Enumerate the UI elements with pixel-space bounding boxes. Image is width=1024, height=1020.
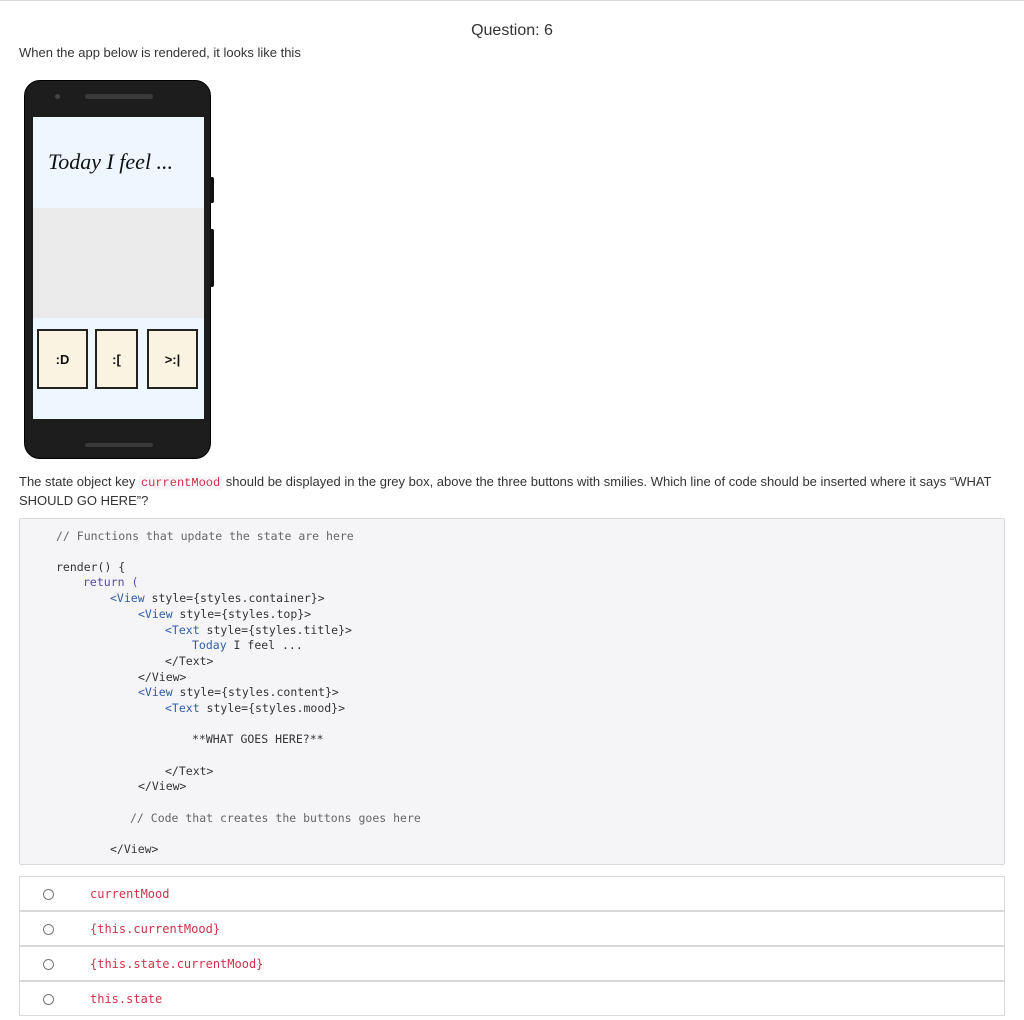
answer-option-label: {this.state.currentMood}	[90, 957, 264, 971]
phone-volume-button	[210, 229, 214, 287]
answer-option-label: currentMood	[90, 887, 170, 901]
mood-button-angry[interactable]: >:|	[147, 329, 198, 389]
code-line-view-container	[110, 591, 325, 605]
code-placeholder: **WHAT GOES HERE?**	[192, 732, 324, 746]
answer-option-1[interactable]	[19, 876, 1005, 911]
answer-option-2[interactable]	[19, 911, 1005, 946]
code-line-view-close2: </View>	[138, 779, 187, 793]
code-tag: <View	[138, 607, 173, 621]
code-attr: style={styles.title}>	[199, 623, 352, 637]
code-tag: <View	[138, 685, 173, 699]
radio-button[interactable]	[43, 959, 54, 970]
radio-button[interactable]	[43, 994, 54, 1005]
code-attr: style={styles.top}>	[172, 607, 312, 621]
app-mood-content-box	[33, 208, 204, 318]
mood-button-sad[interactable]: :[	[95, 329, 138, 389]
phone-home-bar	[85, 443, 153, 447]
code-line-view-close: </View>	[138, 670, 187, 684]
code-line-text-close2: </Text>	[165, 764, 214, 778]
code-line-text-mood	[165, 701, 345, 715]
code-tag: <Text	[165, 623, 200, 637]
code-line-view-content	[138, 685, 339, 699]
code-line-text-title	[165, 623, 352, 637]
question-prompt	[19, 473, 1009, 510]
answer-option-3[interactable]	[19, 946, 1005, 981]
top-divider	[0, 0, 1024, 1]
speaker-grille	[85, 94, 153, 99]
code-line-view-close3: </View>	[110, 842, 159, 856]
inline-code-currentMood: currentMood	[140, 476, 221, 490]
answer-option-label: {this.currentMood}	[90, 922, 221, 936]
code-line-return: return (	[83, 575, 139, 589]
question-prompt-part1: The state object key	[19, 474, 139, 489]
code-line-view-top	[138, 607, 311, 621]
code-line-render: render() {	[56, 560, 126, 574]
radio-button[interactable]	[43, 924, 54, 935]
code-attr: style={styles.container}>	[144, 591, 325, 605]
question-prompt-part2: should be displayed in the grey box, above the three buttons with smilies. Which line of code should be inserted where it says “WHAT SHOULD GO HERE”?	[19, 474, 992, 508]
code-attr: style={styles.mood}>	[199, 701, 346, 715]
code-comment-buttons: // Code that creates the buttons goes here	[130, 811, 421, 825]
answer-option-4[interactable]	[19, 981, 1005, 1016]
code-tag: <Text	[165, 701, 200, 715]
phone-screen	[33, 117, 204, 419]
question-intro: When the app below is rendered, it looks like this	[19, 45, 301, 60]
phone-side-button	[210, 177, 214, 203]
mood-button-happy[interactable]: :D	[37, 329, 88, 389]
code-attr: style={styles.content}>	[172, 685, 339, 699]
code-text-rest: I feel ...	[226, 638, 303, 652]
code-tag: <View	[110, 591, 145, 605]
radio-button[interactable]	[43, 889, 54, 900]
camera-icon	[55, 94, 60, 99]
answer-option-label: this.state	[90, 992, 163, 1006]
code-line-today	[192, 638, 303, 652]
phone-mockup	[24, 80, 211, 459]
code-text: Today	[192, 638, 227, 652]
code-line-text-close: </Text>	[165, 654, 214, 668]
code-comment-functions: // Functions that update the state are here	[56, 529, 354, 543]
code-block	[19, 518, 1005, 865]
question-title: Question: 6	[471, 22, 553, 39]
app-title: Today I feel ...	[48, 149, 174, 174]
